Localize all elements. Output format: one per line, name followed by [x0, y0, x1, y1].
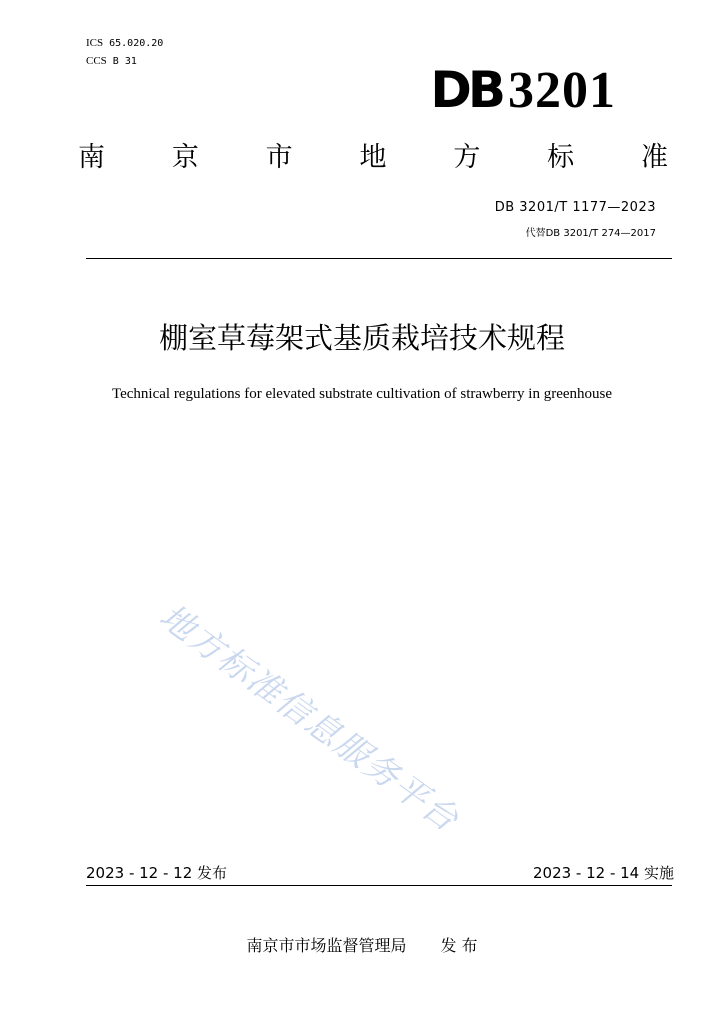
ics-code: [86, 36, 163, 51]
document-title-english: Technical regulations for elevated substrate cultivation of strawberry in greenhouse: [111, 386, 613, 402]
standard-type-char: 标: [547, 142, 575, 173]
footer-divider: [86, 885, 672, 886]
watermark: 地方标准信息服务平台: [151, 596, 467, 841]
implement-date: 2023 - 12 - 14 实施: [532, 864, 674, 882]
issuer: [0, 935, 724, 957]
issuer-name: 南京市市场监督管理局: [246, 936, 407, 955]
ics-label: ICS: [86, 37, 104, 49]
standard-number: DB 3201/T 1177—2023: [494, 200, 656, 215]
standard-type-char: 准: [640, 142, 668, 173]
ccs-code: [86, 54, 137, 69]
header-divider: [86, 258, 672, 259]
standard-type-char: 京: [171, 142, 199, 173]
ccs-label: CCS: [86, 55, 107, 67]
replaces-standard: 代替DB 3201/T 274—2017: [525, 228, 656, 239]
standard-type-char: 方: [453, 142, 481, 173]
document-title-chinese: 棚室草莓架式基质栽培技术规程: [158, 321, 565, 355]
db-number: 3201: [508, 62, 616, 119]
issuer-action: 发 布: [440, 936, 478, 955]
ics-value: 65.020.20: [109, 38, 164, 49]
standard-type-char: 南: [78, 142, 105, 173]
standard-type-char: 地: [359, 142, 387, 173]
db-code-logo: [430, 62, 616, 119]
standard-type-char: 市: [265, 142, 293, 173]
publish-date: 2023 - 12 - 12 发布: [86, 864, 228, 882]
standard-type: [78, 140, 668, 176]
db-prefix: DB: [430, 61, 502, 119]
ccs-value: B 31: [112, 56, 137, 67]
